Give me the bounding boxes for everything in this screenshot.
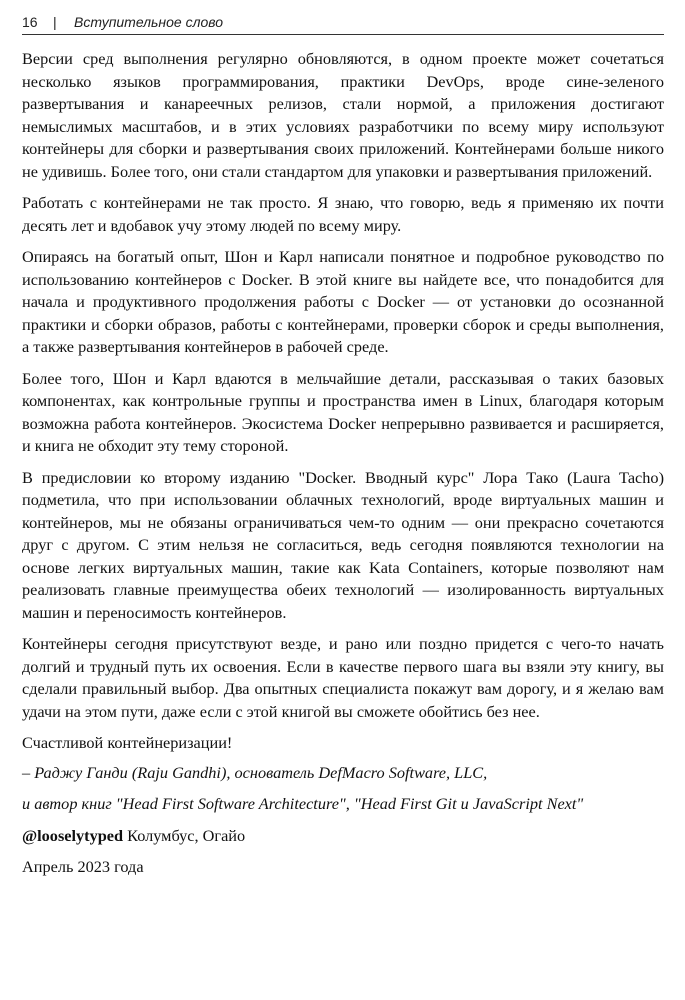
header-separator: | [53,14,57,30]
chapter-title: Вступительное слово [74,14,224,30]
signature-author: – Раджу Ганди (Raju Gandhi), основатель DefMacro Software, LLC, [22,762,488,782]
paragraph-6: Контейнеры сегодня присутствуют везде, и рано или поздно придется с чего-то начать долгий и трудный путь их освоения. Если в качестве первого шага вы взяли эту книгу, вы сделали правильный выбор. Два опытных специалиста покажут вам дорогу, и я желаю вам удачи на этом пути, даже если с этой книгой вы сможете обойтись без нее. [22,634,664,721]
running-header [22,12,664,36]
book-page [22,0,664,1000]
paragraph-5: В предисловии ко второму изданию "Docker. Вводный курс" Лора Тако (Laura Tacho) подметила, что при использовании облачных технологий, вроде виртуальных машин и контейнеров, мы не обязаны ограничиваться чем-то одним — они прекрасно сочетаются друг с другом. С этим нельзя не согласиться, ведь сегодня появляются технологии на основе легких виртуальных машин, такие как Kata Containers, которые позволяют нам реализовать главные преимущества обеих технологий — изолированность виртуальных машин и переносимость контейнеров. [22,467,664,622]
signature-books: и автор книг "Head First Software Architecture", "Head First Git и JavaScript Next" [22,794,584,813]
paragraph-1: Версии сред выполнения регулярно обновляются, в одном проекте может сочетаться несколько языков программирования, практики DevOps, вроде сине-зеленого развертывания и канареечных релизов, стали нормой, а приложения достигают немыслимых масштабов, и в этих условиях разработчики по всему миру используют контейнеры для сборки и развертывания своих приложений. Контейнерами больше никого не удивишь. Более того, они стали стандартом для упаковки и развертывания приложений. [22,49,664,181]
signature-block [22,762,664,879]
paragraph-4: Более того, Шон и Карл вдаются в мельчайшие детали, рассказывая о таких базовых компонентах, как контрольные группы и пространства имен в Linux, благодаря которым возможна работа контейнеров. Экосистема Docker непрерывно развивается и расширяется, и книга не обходит эту тему стороной. [22,368,664,455]
twitter-handle: @looselytyped [22,825,124,845]
foreword-body [22,48,664,888]
signature-location: Колумбус, Огайо [123,825,246,845]
header-divider [22,34,664,35]
paragraph-2: Работать с контейнерами не так просто. Я знаю, что говорю, ведь я применяю их почти десять лет и вдобавок учу этому людей по всему миру. [22,193,664,235]
paragraph-3: Опираясь на богатый опыт, Шон и Карл написали понятное и подробное руководство по использованию контейнеров с Docker. В этой книге вы найдете все, что понадобится для начала и продуктивного продолжения работы с Docker — от установки до осознанной практики и сборки образов, работы с контейнерами, проверки сборок и среды выполнения, а также развертывания контейнеров в рабочей среде. [22,247,664,356]
page-number: 16 [22,14,38,30]
signature-date: Апрель 2023 года [22,857,144,876]
signature-handle-line [22,825,664,848]
closing-line: Счастливой контейнеризации! [22,733,233,752]
